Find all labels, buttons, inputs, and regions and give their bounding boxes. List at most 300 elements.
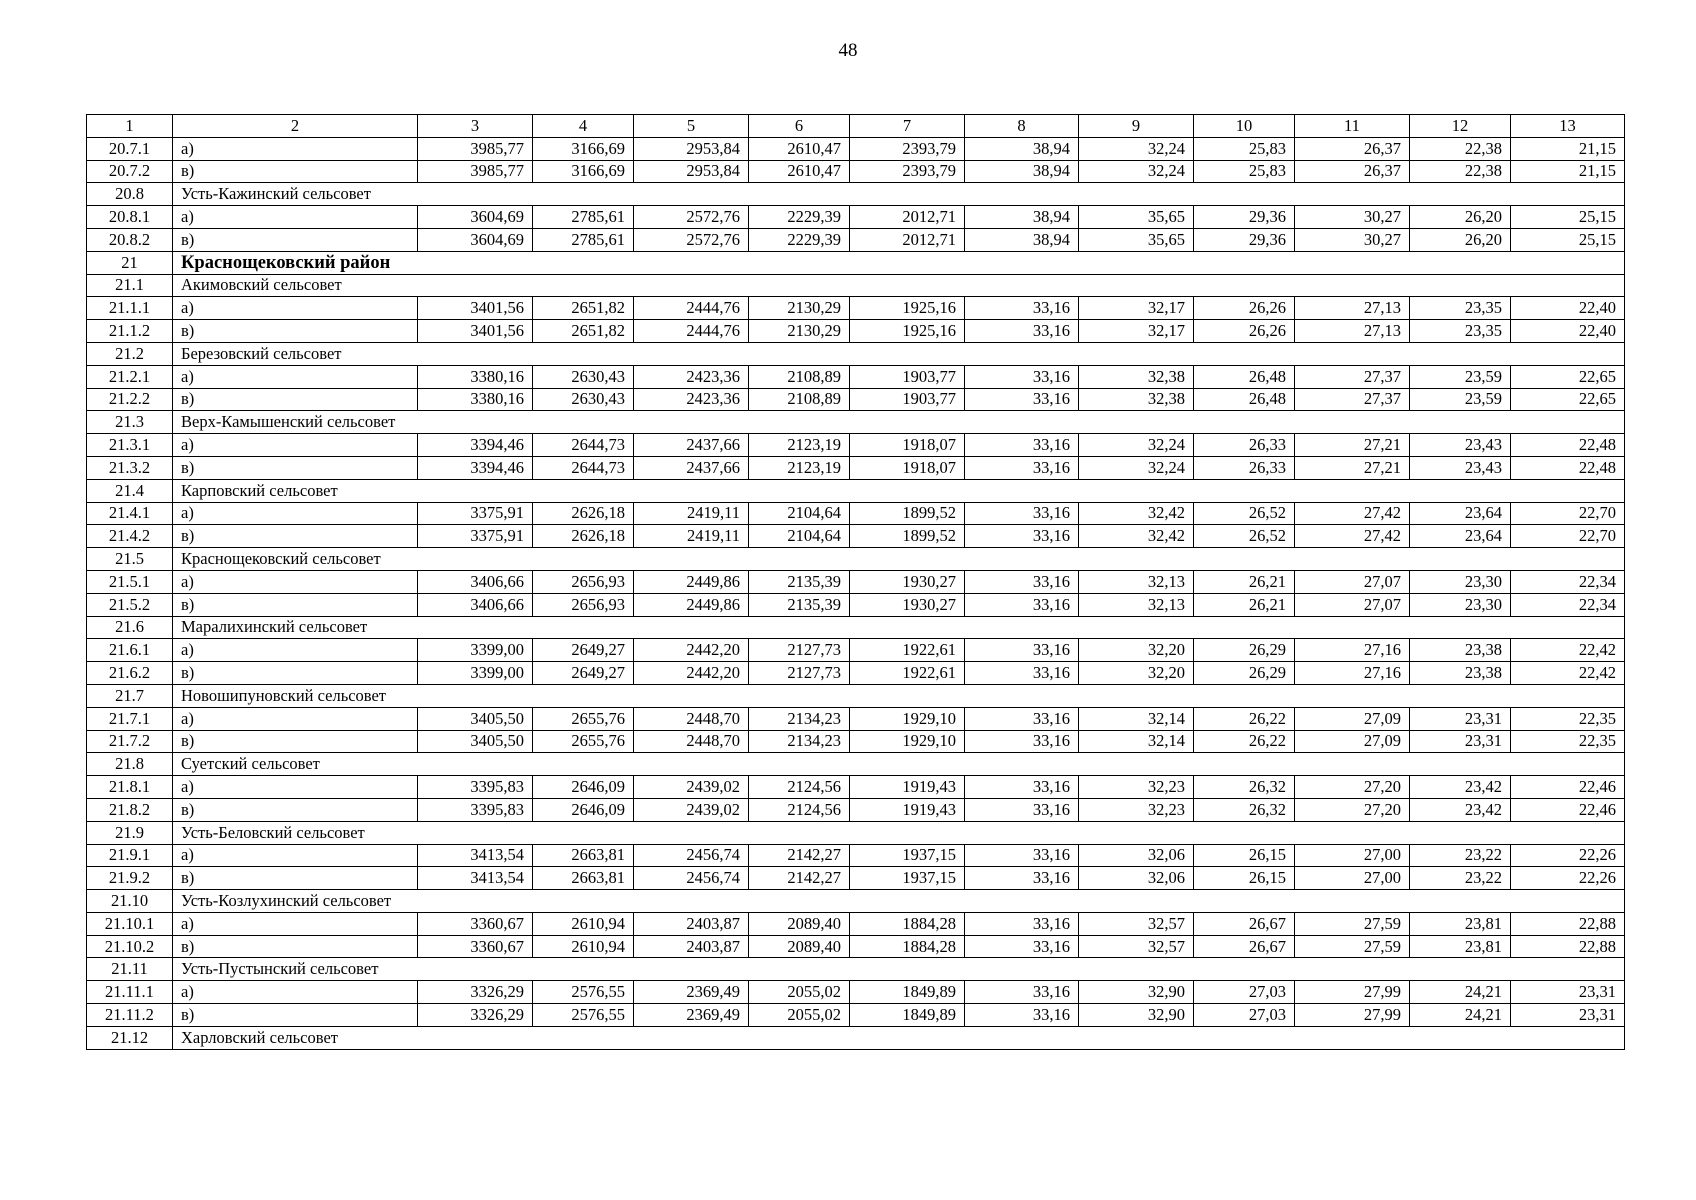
value-cell: 27,59 [1295, 912, 1410, 935]
value-cell: 23,64 [1410, 502, 1511, 525]
value-cell: 33,16 [965, 639, 1079, 662]
section-row [87, 1026, 1625, 1049]
value-cell: 2393,79 [850, 137, 965, 160]
table-row [87, 844, 1625, 867]
row-label: а) [173, 776, 418, 799]
value-cell: 2449,86 [634, 570, 749, 593]
value-cell: 22,40 [1511, 297, 1625, 320]
value-cell: 22,48 [1511, 456, 1625, 479]
row-label: а) [173, 912, 418, 935]
value-cell: 32,57 [1079, 912, 1194, 935]
value-cell: 2104,64 [749, 525, 850, 548]
value-cell: 23,31 [1511, 981, 1625, 1004]
value-cell: 27,42 [1295, 525, 1410, 548]
value-cell: 3399,00 [418, 662, 533, 685]
value-cell: 3166,69 [533, 160, 634, 183]
section-title: Суетский сельсовет [173, 753, 1625, 776]
value-cell: 23,31 [1511, 1004, 1625, 1027]
table-row [87, 456, 1625, 479]
value-cell: 1918,07 [850, 434, 965, 457]
section-title: Усть-Пустынский сельсовет [173, 958, 1625, 981]
value-cell: 2419,11 [634, 525, 749, 548]
section-row [87, 753, 1625, 776]
value-cell: 27,03 [1194, 1004, 1295, 1027]
row-code: 21.6.2 [87, 662, 173, 685]
value-cell: 2442,20 [634, 662, 749, 685]
value-cell: 23,38 [1410, 662, 1511, 685]
row-code: 21.11.1 [87, 981, 173, 1004]
value-cell: 33,16 [965, 456, 1079, 479]
value-cell: 2572,76 [634, 206, 749, 229]
value-cell: 26,32 [1194, 798, 1295, 821]
value-cell: 26,20 [1410, 228, 1511, 251]
value-cell: 26,20 [1410, 206, 1511, 229]
value-cell: 27,21 [1295, 456, 1410, 479]
value-cell: 2576,55 [533, 1004, 634, 1027]
section-title: Харловский сельсовет [173, 1026, 1625, 1049]
row-code: 21.12 [87, 1026, 173, 1049]
value-cell: 1929,10 [850, 707, 965, 730]
value-cell: 2663,81 [533, 867, 634, 890]
value-cell: 32,90 [1079, 981, 1194, 1004]
value-cell: 26,37 [1295, 137, 1410, 160]
value-cell: 33,16 [965, 730, 1079, 753]
value-cell: 35,65 [1079, 206, 1194, 229]
section-row [87, 958, 1625, 981]
value-cell: 23,38 [1410, 639, 1511, 662]
value-cell: 32,06 [1079, 867, 1194, 890]
table-row [87, 434, 1625, 457]
section-title: Краснощековский сельсовет [173, 548, 1625, 571]
value-cell: 22,38 [1410, 160, 1511, 183]
value-cell: 3401,56 [418, 320, 533, 343]
value-cell: 2123,19 [749, 456, 850, 479]
value-cell: 1922,61 [850, 662, 965, 685]
value-cell: 2656,93 [533, 593, 634, 616]
value-cell: 1937,15 [850, 867, 965, 890]
section-row [87, 684, 1625, 707]
value-cell: 26,67 [1194, 912, 1295, 935]
value-cell: 2644,73 [533, 434, 634, 457]
value-cell: 26,48 [1194, 365, 1295, 388]
value-cell: 33,16 [965, 593, 1079, 616]
value-cell: 3380,16 [418, 388, 533, 411]
value-cell: 27,20 [1295, 776, 1410, 799]
value-cell: 2055,02 [749, 1004, 850, 1027]
value-cell: 2403,87 [634, 935, 749, 958]
value-cell: 2437,66 [634, 456, 749, 479]
section-title: Усть-Кажинский сельсовет [173, 183, 1625, 206]
row-label: а) [173, 639, 418, 662]
value-cell: 23,31 [1410, 730, 1511, 753]
value-cell: 26,22 [1194, 707, 1295, 730]
value-cell: 33,16 [965, 867, 1079, 890]
value-cell: 2626,18 [533, 525, 634, 548]
section-row [87, 411, 1625, 434]
value-cell: 2108,89 [749, 388, 850, 411]
value-cell: 32,20 [1079, 639, 1194, 662]
row-code: 21.1.2 [87, 320, 173, 343]
value-cell: 2953,84 [634, 160, 749, 183]
value-cell: 22,42 [1511, 662, 1625, 685]
row-code: 21.6 [87, 616, 173, 639]
value-cell: 3401,56 [418, 297, 533, 320]
value-cell: 23,42 [1410, 798, 1511, 821]
value-cell: 22,88 [1511, 912, 1625, 935]
row-label: а) [173, 502, 418, 525]
value-cell: 22,48 [1511, 434, 1625, 457]
row-label: а) [173, 434, 418, 457]
value-cell: 33,16 [965, 912, 1079, 935]
value-cell: 22,38 [1410, 137, 1511, 160]
value-cell: 26,33 [1194, 434, 1295, 457]
value-cell: 23,22 [1410, 867, 1511, 890]
value-cell: 1925,16 [850, 297, 965, 320]
value-cell: 27,37 [1295, 365, 1410, 388]
table-row [87, 137, 1625, 160]
table-header [87, 115, 1625, 138]
value-cell: 27,42 [1295, 502, 1410, 525]
value-cell: 3394,46 [418, 456, 533, 479]
value-cell: 23,81 [1410, 912, 1511, 935]
section-row [87, 342, 1625, 365]
row-code: 21.1 [87, 274, 173, 297]
value-cell: 22,34 [1511, 593, 1625, 616]
table-row [87, 1004, 1625, 1027]
value-cell: 27,59 [1295, 935, 1410, 958]
section-row [87, 890, 1625, 913]
section-title: Верх-Камышенский сельсовет [173, 411, 1625, 434]
value-cell: 2134,23 [749, 730, 850, 753]
value-cell: 38,94 [965, 160, 1079, 183]
value-cell: 1937,15 [850, 844, 965, 867]
value-cell: 22,34 [1511, 570, 1625, 593]
value-cell: 3326,29 [418, 1004, 533, 1027]
value-cell: 3405,50 [418, 707, 533, 730]
value-cell: 1922,61 [850, 639, 965, 662]
value-cell: 22,26 [1511, 867, 1625, 890]
table-row [87, 365, 1625, 388]
value-cell: 26,29 [1194, 639, 1295, 662]
value-cell: 26,52 [1194, 525, 1295, 548]
row-label: а) [173, 844, 418, 867]
value-cell: 1903,77 [850, 365, 965, 388]
row-label: а) [173, 365, 418, 388]
value-cell: 27,20 [1295, 798, 1410, 821]
value-cell: 2663,81 [533, 844, 634, 867]
row-label: а) [173, 707, 418, 730]
table-row [87, 228, 1625, 251]
column-header-4: 4 [533, 115, 634, 138]
value-cell: 26,29 [1194, 662, 1295, 685]
value-cell: 23,31 [1410, 707, 1511, 730]
section-row [87, 821, 1625, 844]
row-code: 21.1.1 [87, 297, 173, 320]
value-cell: 2089,40 [749, 912, 850, 935]
row-code: 21.10 [87, 890, 173, 913]
value-cell: 1903,77 [850, 388, 965, 411]
table-row [87, 776, 1625, 799]
value-cell: 3405,50 [418, 730, 533, 753]
row-code: 21.11.2 [87, 1004, 173, 1027]
value-cell: 33,16 [965, 388, 1079, 411]
value-cell: 2135,39 [749, 570, 850, 593]
row-code: 21.2.2 [87, 388, 173, 411]
value-cell: 2393,79 [850, 160, 965, 183]
row-code: 21.5.2 [87, 593, 173, 616]
value-cell: 3604,69 [418, 228, 533, 251]
value-cell: 2576,55 [533, 981, 634, 1004]
value-cell: 23,64 [1410, 525, 1511, 548]
value-cell: 24,21 [1410, 1004, 1511, 1027]
row-label: в) [173, 730, 418, 753]
value-cell: 2448,70 [634, 730, 749, 753]
table-row [87, 662, 1625, 685]
value-cell: 3406,66 [418, 593, 533, 616]
value-cell: 29,36 [1194, 228, 1295, 251]
value-cell: 2785,61 [533, 206, 634, 229]
value-cell: 2104,64 [749, 502, 850, 525]
value-cell: 23,43 [1410, 434, 1511, 457]
header-row [87, 115, 1625, 138]
value-cell: 22,70 [1511, 525, 1625, 548]
table-row [87, 388, 1625, 411]
row-code: 20.8.2 [87, 228, 173, 251]
value-cell: 22,35 [1511, 730, 1625, 753]
value-cell: 32,24 [1079, 434, 1194, 457]
row-code: 21.10.2 [87, 935, 173, 958]
section-row [87, 616, 1625, 639]
row-label: в) [173, 935, 418, 958]
value-cell: 25,83 [1194, 160, 1295, 183]
value-cell: 2785,61 [533, 228, 634, 251]
value-cell: 23,81 [1410, 935, 1511, 958]
value-cell: 2644,73 [533, 456, 634, 479]
value-cell: 32,14 [1079, 707, 1194, 730]
value-cell: 27,99 [1295, 1004, 1410, 1027]
value-cell: 2229,39 [749, 206, 850, 229]
value-cell: 2630,43 [533, 365, 634, 388]
value-cell: 27,07 [1295, 593, 1410, 616]
value-cell: 3985,77 [418, 137, 533, 160]
row-label: а) [173, 206, 418, 229]
value-cell: 2403,87 [634, 912, 749, 935]
row-code: 21.11 [87, 958, 173, 981]
value-cell: 27,16 [1295, 639, 1410, 662]
value-cell: 33,16 [965, 776, 1079, 799]
row-label: в) [173, 525, 418, 548]
row-label: а) [173, 297, 418, 320]
value-cell: 30,27 [1295, 228, 1410, 251]
value-cell: 25,83 [1194, 137, 1295, 160]
section-title: Маралихинский сельсовет [173, 616, 1625, 639]
row-label: в) [173, 456, 418, 479]
row-code: 21.4 [87, 479, 173, 502]
value-cell: 3326,29 [418, 981, 533, 1004]
value-cell: 29,36 [1194, 206, 1295, 229]
value-cell: 32,17 [1079, 297, 1194, 320]
table-row [87, 935, 1625, 958]
value-cell: 26,52 [1194, 502, 1295, 525]
value-cell: 32,23 [1079, 798, 1194, 821]
value-cell: 2439,02 [634, 776, 749, 799]
value-cell: 22,88 [1511, 935, 1625, 958]
value-cell: 33,16 [965, 662, 1079, 685]
table-row [87, 502, 1625, 525]
row-code: 21.8.2 [87, 798, 173, 821]
value-cell: 2610,47 [749, 137, 850, 160]
value-cell: 32,24 [1079, 160, 1194, 183]
table-row [87, 981, 1625, 1004]
value-cell: 2134,23 [749, 707, 850, 730]
value-cell: 25,15 [1511, 228, 1625, 251]
row-code: 20.8.1 [87, 206, 173, 229]
column-header-8: 8 [965, 115, 1079, 138]
table-row [87, 206, 1625, 229]
column-header-12: 12 [1410, 115, 1511, 138]
value-cell: 2127,73 [749, 662, 850, 685]
value-cell: 32,24 [1079, 137, 1194, 160]
section-title: Усть-Беловский сельсовет [173, 821, 1625, 844]
value-cell: 2649,27 [533, 639, 634, 662]
value-cell: 26,67 [1194, 935, 1295, 958]
value-cell: 26,37 [1295, 160, 1410, 183]
value-cell: 26,48 [1194, 388, 1295, 411]
value-cell: 3985,77 [418, 160, 533, 183]
value-cell: 1929,10 [850, 730, 965, 753]
value-cell: 2127,73 [749, 639, 850, 662]
value-cell: 23,59 [1410, 365, 1511, 388]
value-cell: 33,16 [965, 434, 1079, 457]
table-body [87, 137, 1625, 1049]
row-code: 21.3 [87, 411, 173, 434]
value-cell: 2449,86 [634, 593, 749, 616]
value-cell: 33,16 [965, 570, 1079, 593]
value-cell: 27,07 [1295, 570, 1410, 593]
value-cell: 3395,83 [418, 798, 533, 821]
value-cell: 2369,49 [634, 981, 749, 1004]
row-label: а) [173, 981, 418, 1004]
value-cell: 22,65 [1511, 388, 1625, 411]
value-cell: 2646,09 [533, 776, 634, 799]
section-row [87, 274, 1625, 297]
value-cell: 2135,39 [749, 593, 850, 616]
value-cell: 2646,09 [533, 798, 634, 821]
section-title: Усть-Козлухинский сельсовет [173, 890, 1625, 913]
value-cell: 27,99 [1295, 981, 1410, 1004]
value-cell: 21,15 [1511, 137, 1625, 160]
value-cell: 2953,84 [634, 137, 749, 160]
value-cell: 24,21 [1410, 981, 1511, 1004]
value-cell: 32,20 [1079, 662, 1194, 685]
table-row [87, 297, 1625, 320]
tariff-table [86, 114, 1625, 1050]
value-cell: 2456,74 [634, 844, 749, 867]
value-cell: 33,16 [965, 525, 1079, 548]
value-cell: 2130,29 [749, 297, 850, 320]
value-cell: 3375,91 [418, 525, 533, 548]
value-cell: 2229,39 [749, 228, 850, 251]
value-cell: 32,90 [1079, 1004, 1194, 1027]
table-row [87, 320, 1625, 343]
row-label: в) [173, 798, 418, 821]
value-cell: 2108,89 [749, 365, 850, 388]
value-cell: 23,30 [1410, 593, 1511, 616]
value-cell: 2142,27 [749, 844, 850, 867]
value-cell: 2442,20 [634, 639, 749, 662]
table-row [87, 707, 1625, 730]
row-code: 21.7.1 [87, 707, 173, 730]
row-label: а) [173, 137, 418, 160]
value-cell: 26,33 [1194, 456, 1295, 479]
row-label: в) [173, 593, 418, 616]
value-cell: 2130,29 [749, 320, 850, 343]
row-code: 21.8 [87, 753, 173, 776]
row-code: 21.2 [87, 342, 173, 365]
section-row [87, 548, 1625, 571]
section-title: Карповский сельсовет [173, 479, 1625, 502]
table-row [87, 160, 1625, 183]
value-cell: 2456,74 [634, 867, 749, 890]
column-header-5: 5 [634, 115, 749, 138]
value-cell: 1899,52 [850, 502, 965, 525]
value-cell: 33,16 [965, 707, 1079, 730]
value-cell: 32,57 [1079, 935, 1194, 958]
value-cell: 32,17 [1079, 320, 1194, 343]
row-code: 21.10.1 [87, 912, 173, 935]
value-cell: 30,27 [1295, 206, 1410, 229]
value-cell: 33,16 [965, 297, 1079, 320]
value-cell: 2089,40 [749, 935, 850, 958]
value-cell: 2419,11 [634, 502, 749, 525]
row-code: 20.7.1 [87, 137, 173, 160]
value-cell: 33,16 [965, 365, 1079, 388]
value-cell: 26,21 [1194, 570, 1295, 593]
value-cell: 21,15 [1511, 160, 1625, 183]
table-row [87, 639, 1625, 662]
value-cell: 2124,56 [749, 798, 850, 821]
value-cell: 3395,83 [418, 776, 533, 799]
value-cell: 2124,56 [749, 776, 850, 799]
value-cell: 27,21 [1295, 434, 1410, 457]
value-cell: 32,13 [1079, 570, 1194, 593]
table-row [87, 798, 1625, 821]
value-cell: 1930,27 [850, 570, 965, 593]
value-cell: 27,03 [1194, 981, 1295, 1004]
value-cell: 38,94 [965, 137, 1079, 160]
value-cell: 2655,76 [533, 707, 634, 730]
value-cell: 3394,46 [418, 434, 533, 457]
table-row [87, 867, 1625, 890]
value-cell: 32,23 [1079, 776, 1194, 799]
value-cell: 1918,07 [850, 456, 965, 479]
district-row [87, 251, 1625, 274]
row-code: 21.3.1 [87, 434, 173, 457]
value-cell: 33,16 [965, 502, 1079, 525]
column-header-2: 2 [173, 115, 418, 138]
value-cell: 23,35 [1410, 320, 1511, 343]
table-row [87, 525, 1625, 548]
value-cell: 3360,67 [418, 912, 533, 935]
row-label: в) [173, 867, 418, 890]
value-cell: 26,21 [1194, 593, 1295, 616]
value-cell: 26,32 [1194, 776, 1295, 799]
value-cell: 3399,00 [418, 639, 533, 662]
column-header-7: 7 [850, 115, 965, 138]
value-cell: 3360,67 [418, 935, 533, 958]
value-cell: 32,38 [1079, 365, 1194, 388]
value-cell: 32,24 [1079, 456, 1194, 479]
